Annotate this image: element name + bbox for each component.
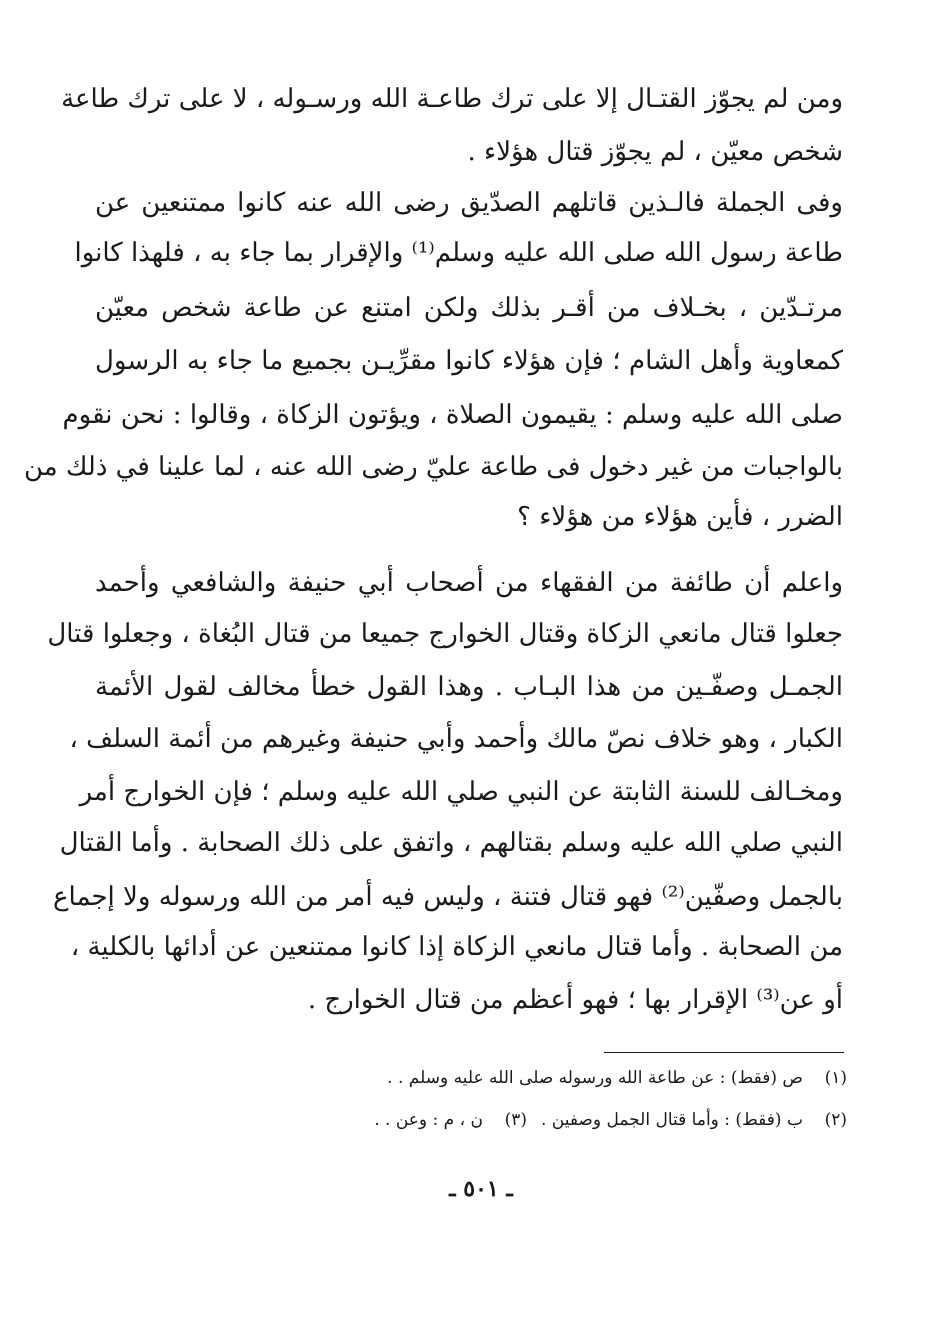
body-line: أو عن⁽³⁾ الإقرار بها ؛ فهو أعظم من قتال الخوارج .	[307, 985, 843, 1015]
footnote-number: (٢)	[824, 1110, 847, 1130]
footnote-3	[374, 1108, 527, 1132]
body-line: شخص معيّن ، لم يجوّز قتال هؤلاء .	[467, 137, 843, 167]
body-line: الجمـل وصفّـين من هذا البـاب . وهذا القول خطأ مخالف لقول الأئمة	[95, 672, 843, 702]
footnote-text: ص (فقط) : عن طاعة الله ورسوله صلى الله عليه وسلم . .	[387, 1068, 803, 1088]
body-line: مرتـدّين ، بخـلاف من أقـر بذلك ولكن امتنع عن طاعة شخص معيّن	[95, 293, 844, 323]
body-line: الكبار ، وهو خلاف نصّ مالك وأحمد وأبي حنيفة وغيرهم من أئمة السلف ،	[69, 724, 843, 754]
body-line: صلى الله عليه وسلم : يقيمون الصلاة ، ويؤتون الزكاة ، وقالوا : نحن نقوم	[62, 400, 843, 430]
body-line: طاعة رسول الله صلى الله عليه وسلم⁽¹⁾ والإقرار بما جاء به ، فلهذا كانوا	[74, 238, 843, 268]
footnote-text: ب (فقط) : وأما قتال الجمل وصفين .	[540, 1110, 803, 1130]
body-line: واعلم أن طائفة من الفقهاء من أصحاب أبي حنيفة والشافعي وأحمد	[95, 568, 843, 598]
body-line: كمعاوية وأهل الشام ؛ فإن هؤلاء كانوا مقرِّيـن بجميع ما جاء به الرسول	[95, 346, 843, 376]
body-line: الضرر ، فأين هؤلاء من هؤلاء ؟	[517, 502, 843, 532]
body-line: جعلوا قتال مانعي الزكاة وقتال الخوارج جميعا من قتال البُغاة ، وجعلوا قتال	[47, 619, 843, 649]
footnote-text: ن ، م : وعن . .	[374, 1110, 483, 1130]
footnote-1	[387, 1066, 847, 1090]
footnote-number: (٣)	[504, 1110, 527, 1130]
body-line: النبي صلي الله عليه وسلم بقتالهم ، واتفق على ذلك الصحابة . وأما القتال	[59, 828, 843, 858]
body-line: من الصحابة . وأما قتال مانعي الزكاة إذا كانوا ممتنعين عن أدائها بالكلية ،	[70, 932, 843, 962]
footnote-separator	[604, 1052, 844, 1053]
footnote-2	[541, 1108, 847, 1132]
body-line: وفى الجملة فالـذين قاتلهم الصدّيق رضى الله عنه كانوا ممتنعين عن	[95, 188, 843, 218]
body-line: ومخـالف للسنة الثابتة عن النبي صلي الله عليه وسلم ؛ فإن الخوارج أمر	[79, 777, 843, 807]
page-number: ـ ٥٠١ ـ	[449, 1176, 513, 1202]
body-line: بالواجبات من غير دخول فى طاعة عليّ رضى الله عنه ، لما علينا في ذلك من	[24, 452, 843, 482]
body-line: ومن لم يجوّز القتـال إلا على ترك طاعـة الله ورسـوله ، لا على ترك طاعة	[61, 84, 843, 114]
footnote-number: (١)	[824, 1068, 847, 1088]
body-line: بالجمل وصفّين⁽²⁾ فهو قتال فتنة ، وليس فيه أمر من الله ورسوله ولا إجماع	[53, 882, 843, 912]
